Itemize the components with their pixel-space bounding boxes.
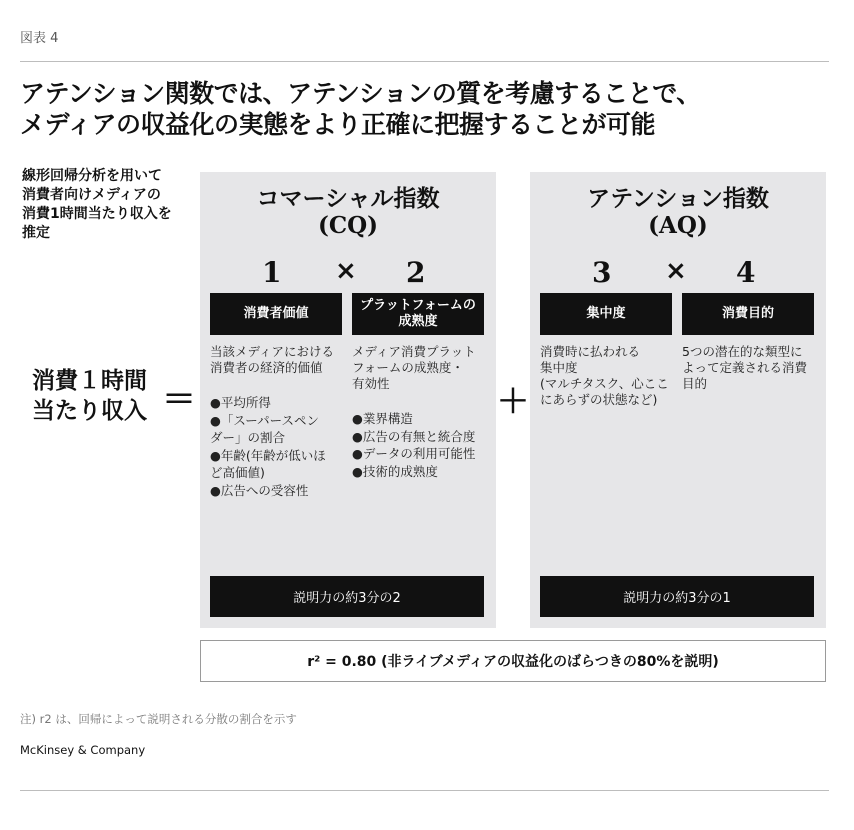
aq-panel — [530, 172, 826, 628]
factor-1-desc-line: 消費者の経済的価値 — [210, 360, 323, 375]
page-title — [20, 78, 820, 140]
factor-2-description — [352, 344, 487, 392]
lhs-line-1: 消費１時間 — [32, 367, 147, 394]
list-item: ●平均所得 — [210, 395, 271, 410]
factor-3-header — [540, 293, 672, 335]
factor-2-bullets — [352, 410, 487, 480]
factor-3-desc-line: 消費時に払われる — [540, 344, 641, 359]
factor-2-number: 2 — [406, 256, 426, 289]
r-squared-text: r² = 0.80 (非ライブメディアの収益化のばらつきの80%を説明) — [307, 654, 719, 670]
method-line-3: 消費1時間当たり収入を — [22, 206, 172, 222]
factor-1-header — [210, 293, 342, 335]
list-item: ●技術的成熟度 — [352, 463, 438, 479]
factor-4-desc-line: 目的 — [682, 376, 708, 391]
bottom-divider — [20, 790, 829, 791]
factor-4-desc-line: よって定義される消費 — [682, 360, 808, 375]
factor-1-label: 消費者価値 — [243, 306, 309, 321]
list-item: ●業界構造 — [352, 411, 413, 426]
cq-panel — [200, 172, 496, 628]
list-item: ダー」の割合 — [210, 430, 286, 445]
plus-sign: ＋ — [497, 382, 530, 420]
factor-4-number: 4 — [736, 256, 756, 289]
aq-title: アテンション指数 — [587, 185, 769, 212]
r-squared-box — [200, 640, 826, 682]
factor-2-desc-line: フォームの成熟度・ — [352, 360, 464, 375]
factor-3-desc-line: にあらずの状態など) — [540, 392, 658, 407]
list-item: ●「スーパースペン — [210, 412, 320, 428]
factor-2-desc-line: メディア消費プラット — [352, 344, 476, 359]
list-item: ●年齢(年齢が低いほ — [210, 447, 326, 463]
method-line-4: 推定 — [22, 225, 50, 241]
footnote: 注) r2 は、回帰によって説明される分散の割合を示す — [20, 712, 297, 726]
aq-abbr: (AQ) — [648, 212, 708, 239]
method-note — [22, 167, 202, 243]
aq-explanatory-power: 説明力の約3分の1 — [540, 576, 814, 617]
times-sign-aq: × — [665, 256, 687, 286]
factor-2-header — [352, 293, 484, 335]
lhs-line-2: 当たり収入 — [32, 397, 147, 424]
cq-title: コマーシャル指数 — [256, 185, 440, 212]
equation-lhs — [32, 366, 147, 426]
factor-1-description — [210, 344, 345, 376]
factor-2-label-line-1: プラットフォームの — [360, 298, 476, 313]
brand-name: McKinsey & Company — [20, 743, 146, 757]
list-item: ●広告への受容性 — [210, 482, 309, 498]
factor-3-number: 3 — [592, 256, 612, 289]
factor-3-desc-line: (マルチタスク、心ここ — [540, 376, 669, 391]
factor-3-description — [540, 344, 675, 408]
list-item: ど高価値) — [210, 465, 265, 480]
factor-3-label: 集中度 — [586, 306, 626, 321]
times-sign-cq: × — [335, 256, 357, 286]
title-line-2: メディアの収益化の実態をより正確に把握することが可能 — [20, 110, 656, 139]
method-line-2: 消費者向けメディアの — [22, 187, 161, 203]
method-line-1: 線形回帰分析を用いて — [22, 168, 162, 184]
factor-4-label: 消費目的 — [721, 306, 774, 321]
cq-explanatory-power: 説明力の約3分の2 — [210, 576, 484, 617]
figure-label: 図表 4 — [20, 31, 59, 46]
list-item: ●広告の有無と統合度 — [352, 428, 476, 444]
factor-1-desc-line: 当該メディアにおける — [210, 344, 335, 359]
list-item: ●データの利用可能性 — [352, 446, 476, 461]
factor-3-desc-line: 集中度 — [540, 360, 578, 375]
top-divider — [20, 61, 829, 62]
factor-1-number: 1 — [262, 256, 282, 289]
factor-4-desc-line: 5つの潜在的な類型に — [682, 344, 803, 359]
factor-2-label-line-2: 成熟度 — [398, 314, 438, 329]
equals-sign: ＝ — [162, 380, 196, 420]
factor-1-bullets — [210, 394, 345, 499]
factor-4-description — [682, 344, 817, 392]
factor-4-header — [682, 293, 814, 335]
factor-2-desc-line: 有効性 — [352, 376, 390, 391]
cq-abbr: (CQ) — [317, 212, 379, 239]
title-line-1: アテンション関数では、アテンションの質を考慮することで、 — [20, 79, 701, 108]
